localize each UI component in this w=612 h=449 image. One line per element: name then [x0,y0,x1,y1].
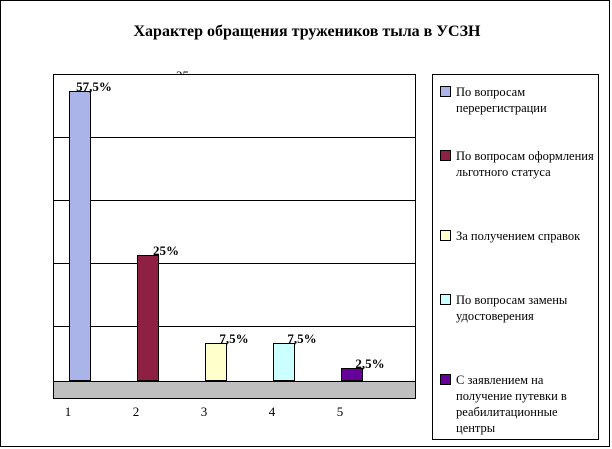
legend-label-4: По вопросам замены удостоверения [456,293,568,323]
gridline-10 [54,263,415,264]
legend-label-3: За получением справок [456,229,581,243]
bar-label-3: 7,5% [219,331,249,346]
x-axis-tick-3: 3 [200,404,208,419]
chart-legend [432,74,599,440]
legend-item-3[interactable] [440,228,595,244]
legend-item-2[interactable] [440,148,595,180]
legend-item-5[interactable] [440,372,595,436]
legend-label-1: По вопросам перерегистрации [456,85,547,115]
x-axis-tick-1: 1 [64,404,72,419]
axis-baseline [54,381,415,398]
bar-3[interactable] [205,343,227,381]
bar-label-4: 7,5% [287,331,317,346]
legend-swatch-icon-2 [440,150,451,161]
legend-item-4[interactable] [440,292,595,324]
legend-label-5: С заявлением на получение путевки в реабилитационные центры [456,373,567,435]
legend-label-2: По вопросам оформления льготного статуса [456,149,594,179]
bar-1[interactable] [69,91,91,381]
legend-swatch-icon-5 [440,374,451,385]
bar-4[interactable] [273,343,295,381]
bar-label-1: 57,5% [76,79,112,94]
bar-label-5: 2,5% [355,356,385,371]
x-axis-tick-2: 2 [132,404,140,419]
plot-area [53,74,416,399]
bar-2[interactable] [137,255,159,381]
gridline-5 [54,326,415,327]
chart-title: Характер обращения тружеников тыла в УСЗН [133,23,481,40]
legend-swatch-icon-1 [440,86,451,97]
x-axis-tick-4: 4 [268,404,276,419]
gridline-15 [54,200,415,201]
gridline-20 [54,137,415,138]
bar-label-2: 25% [153,243,179,258]
legend-swatch-icon-3 [440,230,451,241]
x-axis-tick-5: 5 [336,404,344,419]
legend-swatch-icon-4 [440,294,451,305]
legend-item-1[interactable] [440,84,595,116]
